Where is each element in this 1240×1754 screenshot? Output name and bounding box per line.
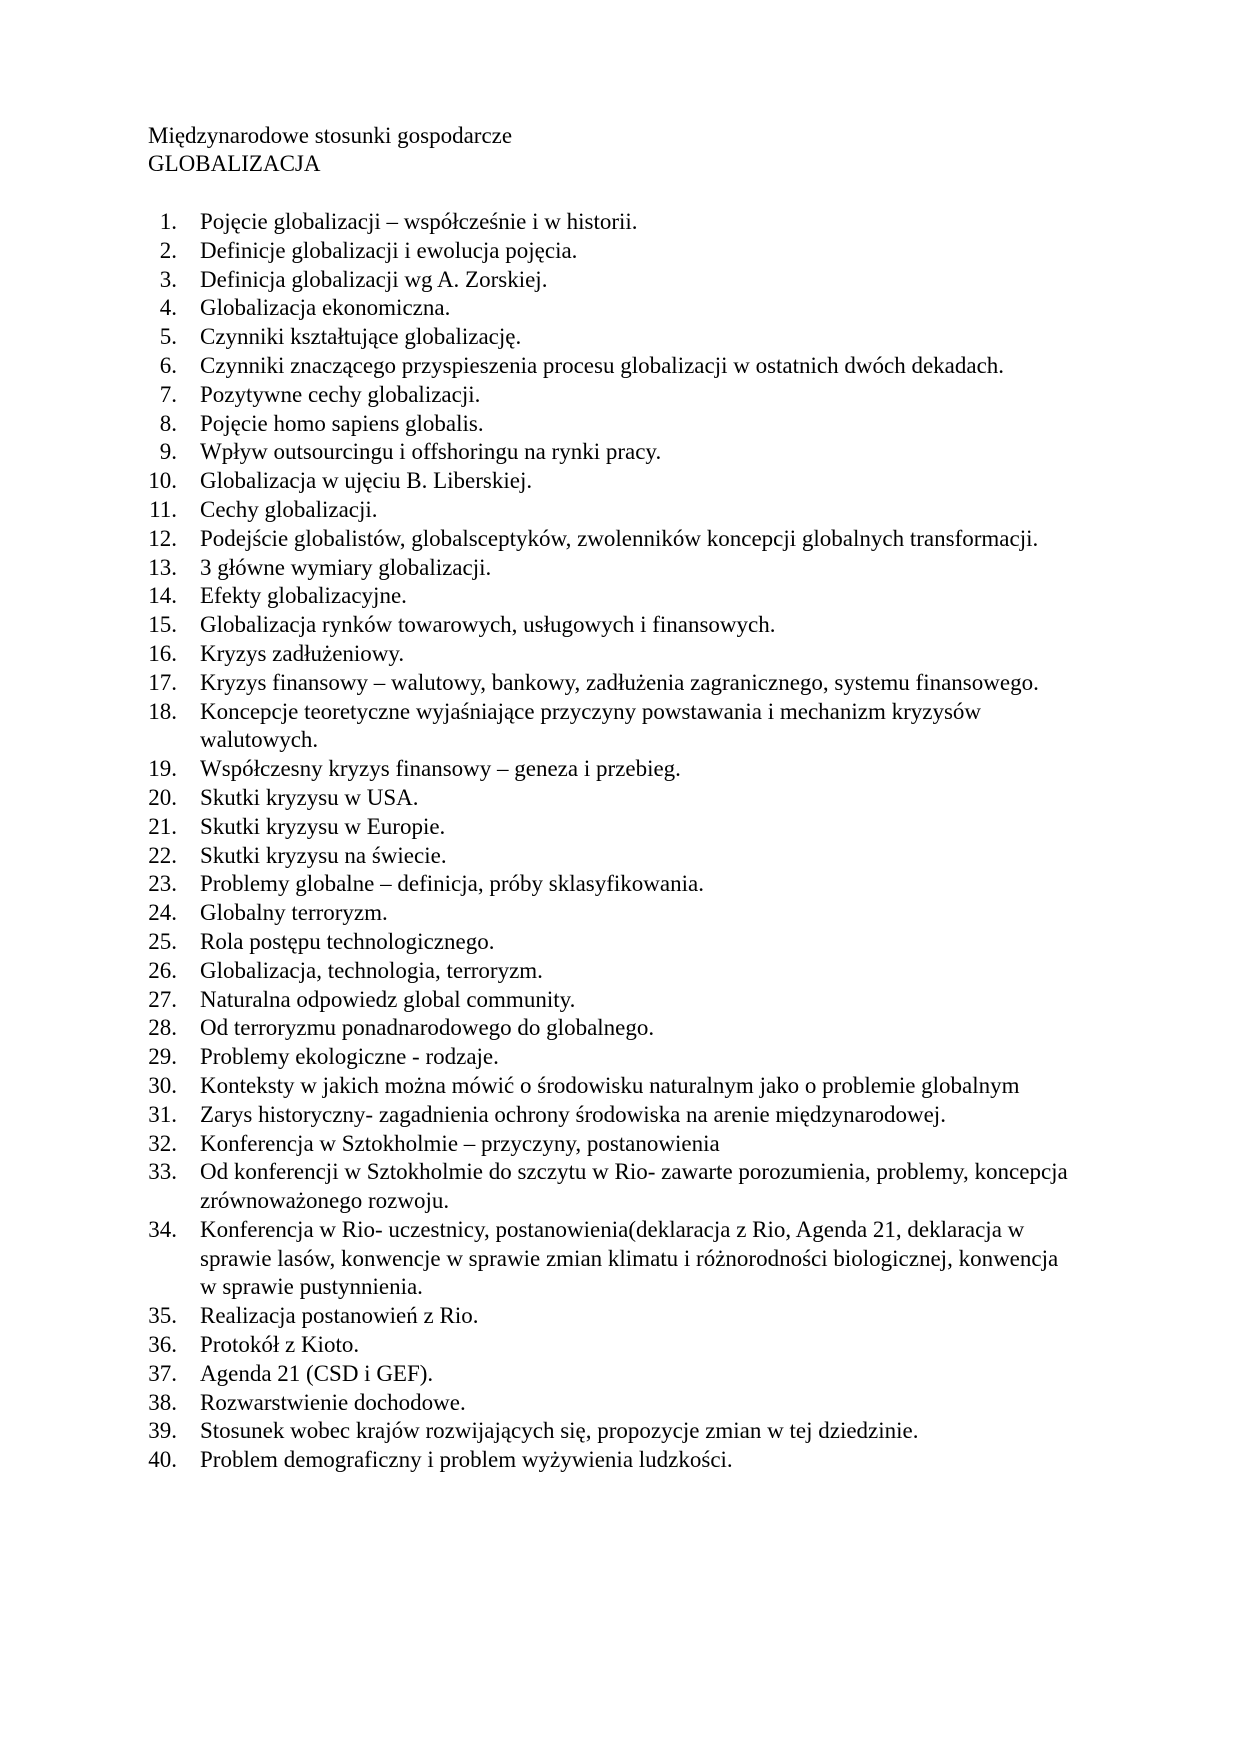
topic-number: 6. [159, 352, 177, 378]
topic-number: 13. [148, 554, 177, 580]
topic-item [0, 381, 1100, 410]
topic-item [0, 1446, 1100, 1475]
topic-item [0, 467, 1100, 496]
topic-item [0, 208, 1100, 237]
topic-text: Skutki kryzysu na świecie. [200, 842, 447, 868]
topic-text: Definicja globalizacji wg A. Zorskiej. [200, 266, 548, 292]
topic-item [0, 1302, 1100, 1331]
topic-text: Problem demograficzny i problem wyżywienia ludzkości. [200, 1447, 733, 1473]
topic-item [0, 323, 1100, 352]
topic-item [0, 986, 1100, 1015]
topic-item [0, 784, 1100, 813]
topic-item [0, 294, 1100, 323]
topic-text: Definicje globalizacji i ewolucja pojęcia. [200, 237, 578, 263]
topic-item [0, 640, 1100, 669]
topic-text: Koncepcje teoretyczne wyjaśniające przyczyny powstawania i mechanizm kryzysów walutowych. [200, 698, 982, 753]
topic-number: 39. [148, 1418, 177, 1444]
topic-item [0, 1014, 1100, 1043]
topic-item [0, 1216, 1100, 1302]
topic-text: Realizacja postanowień z Rio. [200, 1303, 479, 1329]
topic-text: Problemy globalne – definicja, próby sklasyfikowania. [200, 871, 704, 897]
topic-list [0, 208, 1100, 1475]
topic-text: Pojęcie globalizacji – współcześnie i w historii. [200, 209, 638, 234]
topic-item [0, 669, 1100, 698]
topic-text: Rozwarstwienie dochodowe. [200, 1389, 466, 1415]
topic-item [0, 496, 1100, 525]
topic-item [0, 1417, 1100, 1446]
topic-item [0, 1331, 1100, 1360]
topic-number: 11. [149, 496, 177, 522]
topic-text: Kryzys finansowy – walutowy, bankowy, zadłużenia zagranicznego, systemu finansowego. [200, 669, 1039, 695]
topic-number: 17. [148, 669, 177, 695]
topic-text: Współczesny kryzys finansowy – geneza i przebieg. [200, 756, 681, 782]
topic-item [0, 237, 1100, 266]
topic-text: Skutki kryzysu w Europie. [200, 813, 446, 839]
document-subject: Międzynarodowe stosunki gospodarcze [148, 123, 513, 148]
topic-text: Agenda 21 (CSD i GEF). [200, 1360, 434, 1386]
topic-text: Kryzys zadłużeniowy. [200, 640, 405, 666]
topic-text: Od terroryzmu ponadnarodowego do globalnego. [200, 1015, 655, 1041]
topic-number: 8. [159, 410, 177, 436]
topic-text: Protokół z Kioto. [200, 1332, 360, 1358]
topic-number: 7. [159, 381, 177, 407]
topic-text: Od konferencji w Sztokholmie do szczytu w Rio- zawarte porozumienia, problemy, koncepcja zrównoważonego rozwoju. [200, 1159, 1068, 1214]
topic-number: 37. [148, 1360, 177, 1386]
topic-number: 3. [159, 266, 177, 292]
topic-number: 32. [148, 1130, 177, 1156]
topic-item [0, 1043, 1100, 1072]
topic-item [0, 1130, 1100, 1159]
topic-number: 23. [148, 871, 177, 897]
topic-number: 40. [148, 1447, 177, 1473]
topic-item [0, 957, 1100, 986]
topic-item [0, 1072, 1100, 1101]
topic-text: Konferencja w Sztokholmie – przyczyny, postanowienia [200, 1130, 720, 1156]
topic-number: 4. [159, 295, 177, 321]
topic-number: 22. [148, 842, 177, 868]
topic-item [0, 554, 1100, 583]
topic-item [0, 698, 1100, 756]
topic-text: Problemy ekologiczne - rodzaje. [200, 1044, 499, 1070]
topic-number: 27. [148, 986, 177, 1012]
topic-text: Podejście globalistów, globalsceptyków, zwolenników koncepcji globalnych transformacji. [200, 525, 1039, 551]
topic-item [0, 870, 1100, 899]
topic-text: Pozytywne cechy globalizacji. [200, 381, 481, 407]
topic-text: Konteksty w jakich można mówić o środowisku naturalnym jako o problemie globalnym [200, 1072, 1020, 1098]
topic-number: 20. [148, 784, 177, 810]
topic-text: Globalizacja, technologia, terroryzm. [200, 957, 543, 983]
topic-text: Naturalna odpowiedz global community. [200, 986, 576, 1012]
topic-number: 36. [148, 1332, 177, 1358]
topic-number: 5. [159, 324, 177, 350]
topic-item [0, 813, 1100, 842]
topic-number: 31. [148, 1101, 177, 1127]
topic-number: 35. [148, 1303, 177, 1329]
topic-text: Zarys historyczny- zagadnienia ochrony środowiska na arenie międzynarodowej. [200, 1101, 946, 1127]
topic-text: Efekty globalizacyjne. [200, 583, 407, 609]
topic-number: 33. [148, 1159, 177, 1185]
topic-item [0, 1101, 1100, 1130]
topic-text: Rola postępu technologicznego. [200, 928, 495, 954]
topic-number: 9. [159, 439, 177, 465]
topic-number: 30. [148, 1072, 177, 1098]
topic-item [0, 352, 1100, 381]
topic-item [0, 611, 1100, 640]
topic-item [0, 410, 1100, 439]
topic-item [0, 755, 1100, 784]
document-title: GLOBALIZACJA [148, 151, 321, 176]
topic-number: 26. [148, 957, 177, 983]
topic-number: 12. [148, 525, 177, 551]
topic-item [0, 928, 1100, 957]
topic-item [0, 899, 1100, 928]
topic-number: 24. [148, 900, 177, 926]
topic-item [0, 582, 1100, 611]
topic-number: 18. [148, 698, 177, 724]
topic-number: 29. [148, 1044, 177, 1070]
topic-number: 2. [159, 237, 177, 263]
topic-text: Cechy globalizacji. [200, 496, 378, 522]
topic-text: Globalizacja w ujęciu B. Liberskiej. [200, 468, 533, 494]
topic-item [0, 842, 1100, 871]
topic-item [0, 1389, 1100, 1418]
topic-item [0, 438, 1100, 467]
topic-number: 28. [148, 1015, 177, 1041]
topic-item [0, 525, 1100, 554]
topic-number: 25. [148, 928, 177, 954]
topic-text: Skutki kryzysu w USA. [200, 784, 419, 810]
topic-number: 19. [148, 756, 177, 782]
topic-text: Wpływ outsourcingu i offshoringu na rynki pracy. [200, 439, 662, 465]
topic-text: Globalizacja rynków towarowych, usługowych i finansowych. [200, 612, 776, 638]
topic-item [0, 1360, 1100, 1389]
topic-text: Czynniki znaczącego przyspieszenia procesu globalizacji w ostatnich dwóch dekadach. [200, 352, 1005, 378]
topic-number: 1. [159, 209, 177, 234]
topic-number: 34. [148, 1216, 177, 1242]
topic-number: 38. [148, 1389, 177, 1415]
topic-text: Pojęcie homo sapiens globalis. [200, 410, 484, 436]
topic-number: 10. [148, 468, 177, 494]
document-heading [148, 122, 512, 178]
topic-number: 14. [148, 583, 177, 609]
topic-number: 16. [148, 640, 177, 666]
topic-number: 21. [148, 813, 177, 839]
topic-text: Konferencja w Rio- uczestnicy, postanowienia(deklaracja z Rio, Agenda 21, deklaracja w sprawie lasów, konwencje w sprawie zmian klimatu i różnorodności biologicznej, konwencja w sprawie pustynnienia. [200, 1216, 1059, 1300]
topic-text: Stosunek wobec krajów rozwijających się, propozycje zmian w tej dziedzinie. [200, 1418, 919, 1444]
topic-number: 15. [148, 612, 177, 638]
topic-item [0, 266, 1100, 295]
topic-item [0, 1158, 1100, 1216]
topic-text: Globalny terroryzm. [200, 900, 388, 926]
topic-text: 3 główne wymiary globalizacji. [200, 554, 492, 580]
topic-text: Czynniki kształtujące globalizację. [200, 324, 522, 350]
topic-text: Globalizacja ekonomiczna. [200, 295, 451, 321]
